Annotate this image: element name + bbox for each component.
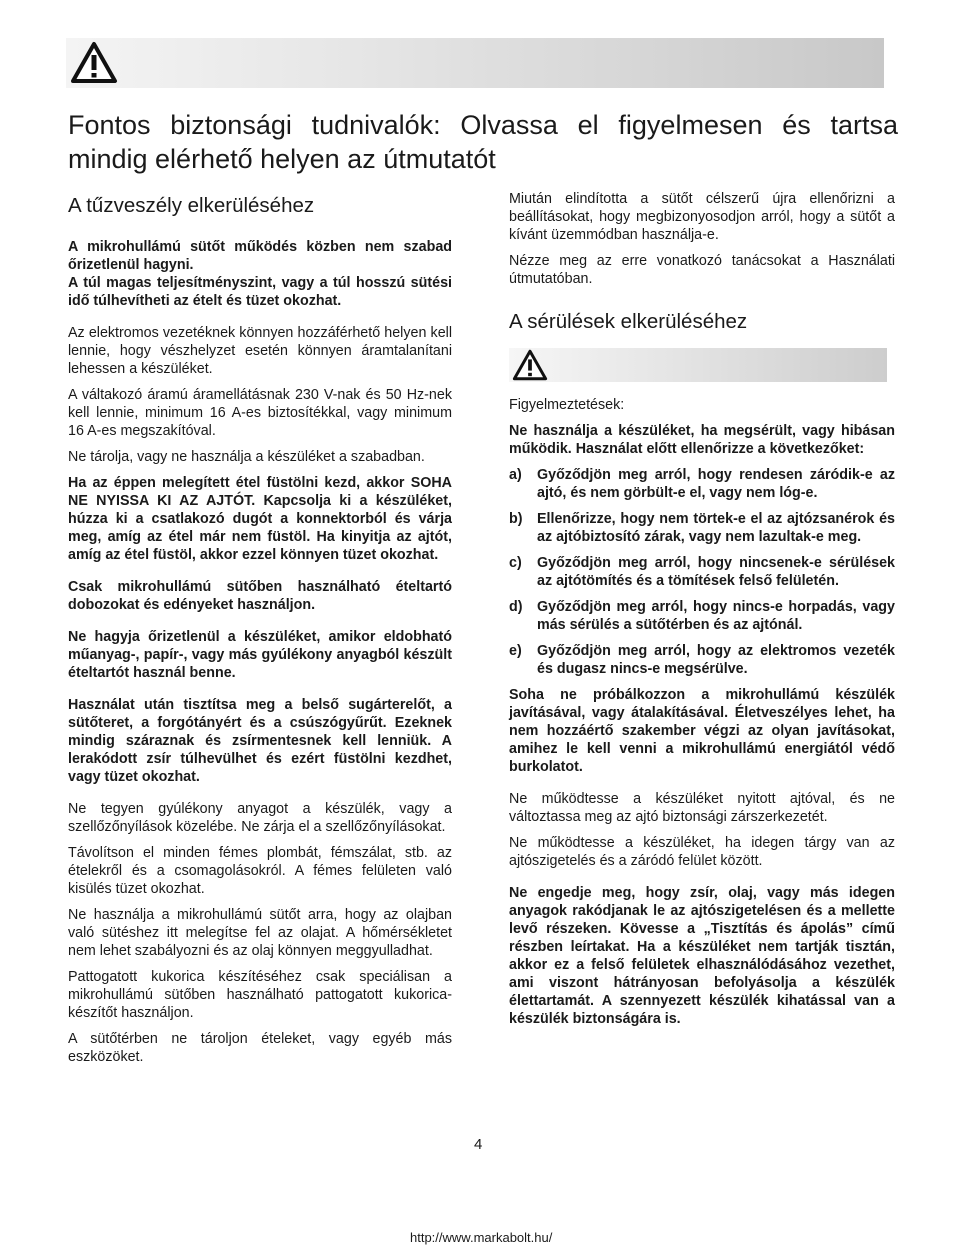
paragraph: A váltakozó áramú áramellátásnak 230 V-nak és 50 Hz-nek kell lennie, minimum 16 A-es biztosítékkal, vagy minimum 16 A-es megszakítóval. [68,387,452,439]
paragraph: Ne használja a készüléket, ha megsérült, vagy hibásan működik. Használat előtt ellenőrizze a következőket: [509,423,895,457]
paragraph: Ne használja a mikrohullámú sütőt arra, hogy az olajban való sütéshez itt melegítse fel az olajat. A hőmérsékletet nem lehet szabályozni és az olaj könnyen meggyulladhat. [68,907,452,959]
list-item [509,598,895,634]
paragraph: Miután elindította a sütőt célszerű újra ellenőrizni a beállításokat, hogy megbizonyosodjon arról, hogy a sütőt a kívánt üzemmódban használja-e. [509,191,895,243]
list-item-label: d) [509,599,523,615]
warning-banner [509,348,887,382]
right-column [509,190,895,1036]
list-item-label: e) [509,643,522,659]
list-item-text: Ellenőrizze, hogy nem törtek-e el az ajtózsanérok és az ajtóbiztosító zárak, vagy nem lazultak-e meg. [537,511,895,545]
paragraph: Ne működtesse a készüléket, ha idegen tárgy van az ajtószigetelés és a záródó felület között. [509,835,895,869]
paragraph: A túl magas teljesítményszint, vagy a túl hosszú sütési idő túlhevítheti az ételt és tüzet okozhat. [68,275,452,309]
list-item-label: a) [509,467,522,483]
paragraph: Ne tárolja, vagy ne használja a készüléket a szabadban. [68,449,425,465]
warning-banner [66,38,884,88]
warnings-label: Figyelmeztetések: [509,397,625,413]
list-item-text: Győződjön meg arról, hogy nincsenek-e sérülések az ajtótömítés és a tömítések felső felületén. [537,555,895,589]
list-item [509,466,895,502]
paragraph: Ne hagyja őrizetlenül a készüléket, amikor eldobható műanyag-, papír-, vagy más gyúlékony anyagból készült ételtartót használ benne. [68,629,452,681]
paragraph: Ne működtesse a készüléket nyitott ajtóval, és ne változtassa meg az ajtó biztonsági zárszerkezetét. [509,791,895,825]
paragraph: Az elektromos vezetéknek könnyen hozzáférhető helyen kell lennie, hogy vészhelyzet esetén könnyen áramtalanítani lehessen a készüléket. [68,325,452,377]
page-number: 4 [474,1136,483,1153]
list-item [509,510,895,546]
warning-triangle-icon [70,41,118,84]
paragraph: Ne tegyen gyúlékony anyagot a készülék, vagy a szellőzőnyílások közelébe. Ne zárja el a szellőzőnyílásokat. [68,801,452,835]
list-item-label: b) [509,511,523,527]
injury-section-heading: A sérülések elkerüléséhez [509,310,748,333]
list-item-text: Győződjön meg arról, hogy az elektromos vezeték és dugasz nincs-e megsérülve. [537,643,895,677]
paragraph: Ne engedje meg, hogy zsír, olaj, vagy más idegen anyagok rakódjanak le az ajtószigetelésen és a mellette levő részeken. Kövesse a „Tisztítás és ápolás” című részben leírtakat. Ha a készüléket nem tartják tisztán, akkor ez a felső felületek elhasználódásához vezethet, ami viszont hátrányosan befolyásolja a készülék élettartamát. A szennyezett készülék kihatással van a készülék biztonságára is. [509,885,895,1027]
check-list [509,466,895,678]
list-item [509,554,895,590]
list-item-text: Győződjön meg arról, hogy nincs-e horpadás, vagy más sérülés a sütőtérben és az ajtónál. [537,599,895,633]
paragraph: Használat után tisztítsa meg a belső sugárterelőt, a sütőteret, a forgótányért és a csúszógyűrűt. Ezeknek mindig száraznak és zsírmentesnek kell lenniük. A lerakódott zsír túlhevülhet és ezért füstölni kezdhet, vagy tüzet okozhat. [68,697,452,785]
paragraph: Ha az éppen melegített étel füstölni kezd, akkor SOHA NE NYISSA KI AZ AJTÓT. Kapcsolja ki a készüléket, húzza ki a csatlakozó dugót a konnektorból és várja meg, amíg az étel már nem füstöl. Ha kinyitja az ajtót, amíg az étel füstöl, akkor ezzel könnyen tüzet okozhat. [68,475,452,563]
list-item [509,642,895,678]
list-item-label: c) [509,555,522,571]
footer-url[interactable]: http://www.markabolt.hu/ [410,1230,553,1245]
fire-section-heading: A tűzveszély elkerüléséhez [68,194,315,217]
page-title: Fontos biztonsági tudnivalók: Olvassa el figyelmesen és tartsa mindig elérhető helyen az útmutatót [68,110,898,174]
paragraph: A sütőtérben ne tároljon ételeket, vagy egyéb más eszközöket. [68,1031,452,1065]
warning-triangle-icon [512,349,548,381]
left-column [68,194,452,1074]
paragraph: Nézze meg az erre vonatkozó tanácsokat a Használati útmutatóban. [509,253,895,287]
paragraph: Pattogatott kukorica készítéséhez csak speciálisan a mikrohullámú sütőben használható pattogatott kukorica-készítőt használjon. [68,969,452,1021]
paragraph: Távolítson el minden fémes plombát, fémszálat, stb. az ételekről és a csomagolásokról. A fémes felületen való kisülés tüzet okozhat. [68,845,452,897]
list-item-text: Győződjön meg arról, hogy rendesen záródik-e az ajtó, és nem görbült-e el, vagy nem lóg-e. [537,467,895,501]
paragraph: Soha ne próbálkozzon a mikrohullámú készülék javításával, vagy átalakításával. Életveszélyes lehet, ha nem hozzáértő szakember végzi az olyan javításokat, amihez le kell venni a mikrohullámú energiától védő burkolatot. [509,687,895,775]
paragraph: Csak mikrohullámú sütőben használható ételtartó dobozokat és edényeket használjon. [68,579,452,613]
paragraph: A mikrohullámú sütőt működés közben nem szabad őrizetlenül hagyni. [68,239,452,273]
